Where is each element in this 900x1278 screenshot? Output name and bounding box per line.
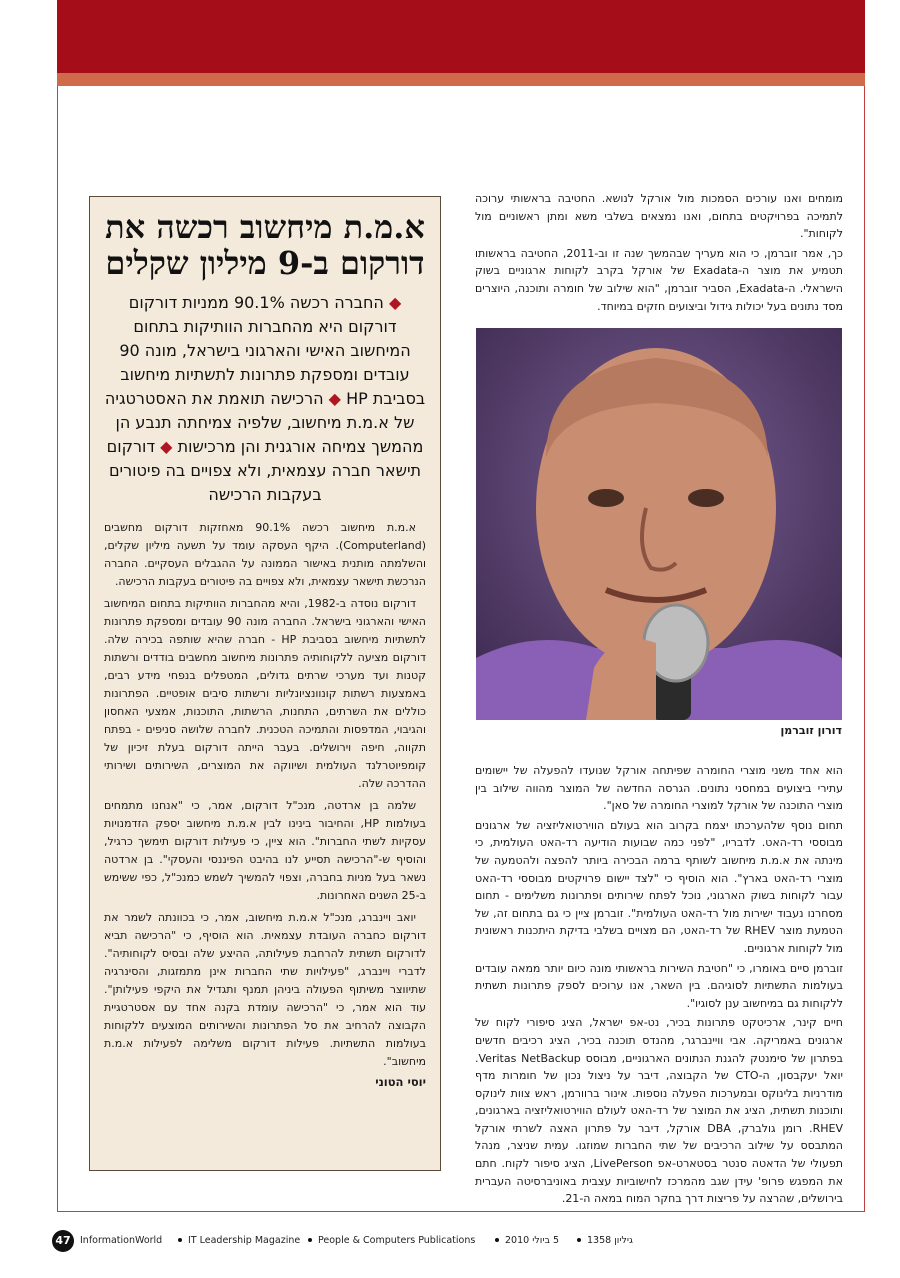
sidebar-paragraph: א.מ.ת מיחשוב רכשה 90.1% מאחזקות דורקום מחשבים (Computerland). היקף העסקה עומד על תשעה מיליון שקלים, והשלמתה מותנית באישור הממונה על ההגבלים העסקיים. החברה הנרכשת תישאר עצמאית, ולא צפויים בה פיטורים בעקבות הרכישה. — [104, 521, 426, 588]
separator-dot-icon — [495, 1238, 499, 1242]
speaker-photo — [476, 328, 842, 720]
footer-magazine: IT Leadership Magazine — [188, 1235, 301, 1246]
separator-dot-icon — [577, 1238, 581, 1242]
article-paragraph: מומחים ואנו עורכים הסמכות מול אורקל לנושא. החטיבה בראשותי ערוכה לתמיכה בפרויקטים בתחום, ואנו נמצאים בשלבי משא ומתן ראשוניים מול לקוחות". — [475, 192, 843, 241]
diamond-bullet-icon: ◆ — [388, 293, 402, 312]
sidebar-paragraph: שלמה בן ארדטה, מנכ"ל דורקום, אמר, כי "אנחנו מתמחים בעולמות HP, והחיבור בינינו לבין א.מ.ת מיחשוב יספק הזדמנויות עסקיות לשתי החברות". הוא ציין, כי פעילות דורקום תימשך כרגיל, והוסיף ש-"הרכישה תסייע לנו בהיבט הפיננסי והעסקי". בן ארדטה נשאר בעל מניות בחברה, וצפוי להמשיך לשמש כמנכ"ל, כפי ששימש ב-25 השנים האחרונות. — [104, 799, 426, 902]
sidebar-lead — [104, 291, 426, 507]
diamond-bullet-icon: ◆ — [160, 437, 173, 456]
footer-issue: גיליון 1358 — [587, 1235, 633, 1246]
frame-border-left — [57, 86, 58, 1211]
portrait-image — [476, 328, 842, 720]
article-top-text — [475, 190, 843, 317]
article-paragraph: חיים קינר, ארכיטקט פתרונות בכיר, נט-אפ ישראל, הציג סיפורי לקוח של ארגונים באמריקה. אבי וויינברגר, מהנדס תוכנה בכיר, הציג רכיבים חדשים בפתרון של סימנטק להגנת הנתונים הארגוניים, מבוסס Veritas NetBackup. יואל יעקבסון, ה-CTO של הקבוצה, דיבר על ניצול נכון של חומרות מדף מודרניות בלינוקס ובמערכות הפעלה נוספות. אינור ברוורמן, ראש צוות לינוקס ותוכנות תשתית, הציג את המוצר של רד-האט לעולם הווירטואליזציה בארגונים, RHEV. רומן גולברק, DBA אורקל, דיבר על פתרון האצה לשרתי אורקל המתבסס על שילוב הרכיבים של שתי החברות שמוזגו. עמית שניצר, מנהל תפעולי של הדאטה סנטר בסטארט-אפ LivePerson, הציג סיפור לקוח. חתם את המפגש פרופ' עידן שגב מהמרכז לחישוביות עצבית באוניברסיטה העברית בירושלים, שהרצה על פריצות דרך בחקר המוח במאה ה-21. — [475, 1016, 844, 1206]
sidebar-news-box — [89, 196, 441, 1171]
lead-part: דורקום תישאר חברה עצמאית, ולא צפויים בה פיטורים בעקבות הרכישה — [106, 437, 422, 504]
lead-part: דורקום היא מהחברות הוותיקות בתחום המיחשוב האישי והארגוני בישראל, מונה 90 עובדים ומספקת פתרונות לתשתיות מיחשוב בסביבת HP — [119, 317, 426, 408]
article-paragraph: הוא אחד משני מוצרי החומרה שפיתחה אורקל שנועדו להפעלה של יישומים עתירי ביצועים במחסני נתונים. הגרסה החדשה של המוצר מהווה שילוב בין מוצרי התוכנה של אורקל למוצרי החומרה של סאן". — [475, 764, 843, 813]
frame-border-right — [864, 86, 865, 1211]
article-paragraph: זוברמן סיים באומרו, כי "חטיבת השירות בראשותי מונה כיום יותר ממאה עובדים בעולמות התשתיות לסוגיהם. בין השאר, אנו ערוכים לספק פתרונות תשתית ללקוחות גם במיחשוב ענן לסוגיו". — [475, 961, 843, 1010]
sidebar-headline: א.מ.ת מיחשוב רכשה את דורקום ב-9 מיליון שקלים — [105, 208, 425, 282]
diamond-bullet-icon: ◆ — [328, 389, 341, 408]
top-accent-stripe — [57, 73, 865, 86]
separator-dot-icon — [308, 1238, 312, 1242]
footer-date: 5 ביולי 2010 — [505, 1235, 560, 1246]
article-paragraph: כך, אמר זוברמן, כי הוא מעריך שבהמשך שנה זו וב-2011, החטיבה בראשותו תטמיע את מוצר ה-Exadata של אורקל בקרב לקוחות ארגוניים בשוק הישראלי. ה-Exadata, הסביר זוברמן, "הוא שילוב של חומרה ותוכנה, היוצרים מסד נתונים בעל יכולות גידול וביצועים חזקים במיוחד. — [475, 246, 843, 313]
sidebar-paragraph: יואב ויינברג, מנכ"ל א.מ.ת מיחשוב, אמר, כי בכוונתה לשמר את דורקום כחברה העובדת עצמאית. הוא הוסיף, כי "הרכישה תביא לדורקום תשתית להרחבת פעילותה, ההיצע שלה ובסיס לקוחותיה". לדברי ויינברג, "פעילויות שתי החברות אינן מתמזגות, והסינרגיה שתיווצר משיתוף הפעולה ביניהן תמנף ותגדיל את היקפי פעילותן". עוד הוא אמר, כי "הרכישה עומדת בקנה אחד עם אסטרטגיית הקבוצה להרחיב את סל הפתרונות והשירותים המוצעים ללקוחות בעולמות התשתיות. פעילות דורקום משלימה לפעילות א.מ.ת מיחשוב". — [104, 911, 426, 1068]
footer-publisher: People & Computers Publications — [318, 1235, 476, 1246]
separator-dot-icon — [178, 1238, 182, 1242]
sidebar-paragraph: דורקום נוסדה ב-1982, והיא מהחברות הוותיקות בתחום המיחשוב האישי והארגוני בישראל. החברה מונה 90 עובדים ומספקת פתרונות לתשתיות מיחשוב בסביבת HP - חברה שהיא שותפה בכירה שלה. דורקום מציעה ללקוחותיה פתרונות מיחשוב מחשבים בודדים ורשתות קטנות ועד מערכי שרתים גדולים, המטפלים בנפחי מידע רבים, באמצעות רשתות קונוונציונליות ורשתות סיבים אופטיים. הפתרונות כוללים את השרתים, התחנות, הרשתות, התוכנות, אמצעי האחסון והגיבוי, המדפסות והתמיכה הטכנית. לחברה שלושה סניפים - בפתח תקווה, חיפה וירושלים. בעבר הייתה דורקום בעלת זיכיון של קומפיוטרלנד העולמית ושיווקה את המוצרים, השירותים ושירותי ההדרכה שלה. — [104, 597, 426, 790]
top-color-band — [57, 0, 865, 73]
article-bottom-text — [475, 762, 843, 1210]
photo-caption: דורון זוברמן — [780, 724, 842, 737]
page-footer — [52, 1230, 812, 1252]
article-paragraph: תחום נוסף שלהערכתו יצמח בקרוב הוא בעולם הווירטואליזציה של ארגונים מבוססי רד-האט. לדבריו, "לפני כמה שבועות הודיעה רד-האט העולמית, כי מינתה את א.מ.ת מיחשוב לשותף ברמה הבכירה ביותר להפצה ולהטמעה של מוצרי רד-האט בארץ". הוא הוסיף כי "לצד יישום פרויקטים מבוססי רד-האט עבור לקוחות בשוק הארגוני, נוכל לפתח שירותים ופתרונות משלימים - תחום מסחרנו נעבוד ישירות מול רד-האט העולמית". זוברמן ציין כי גם בתחום זה, של הטמעת מוצר RHEV של רד-האט, הם מצויים בשלבי בדיקת היתכנות ראשונית מול לקוחות ארגוניים. — [475, 818, 844, 955]
frame-border-bottom — [57, 1211, 865, 1212]
sidebar-author: יוסי הטוני — [375, 1075, 426, 1089]
lead-part: הרכישה תואמת את האסטרטגיה של א.מ.ת מיחשוב, שלפיה צמיחתה תנבע הן מהמשך צמיחה אורגנית והן מרכישות — [104, 389, 424, 456]
lead-part: החברה רכשה 90.1% ממניות דורקום — [128, 293, 384, 312]
footer-publication: InformationWorld — [80, 1235, 163, 1246]
page-number: 47 — [52, 1230, 74, 1252]
